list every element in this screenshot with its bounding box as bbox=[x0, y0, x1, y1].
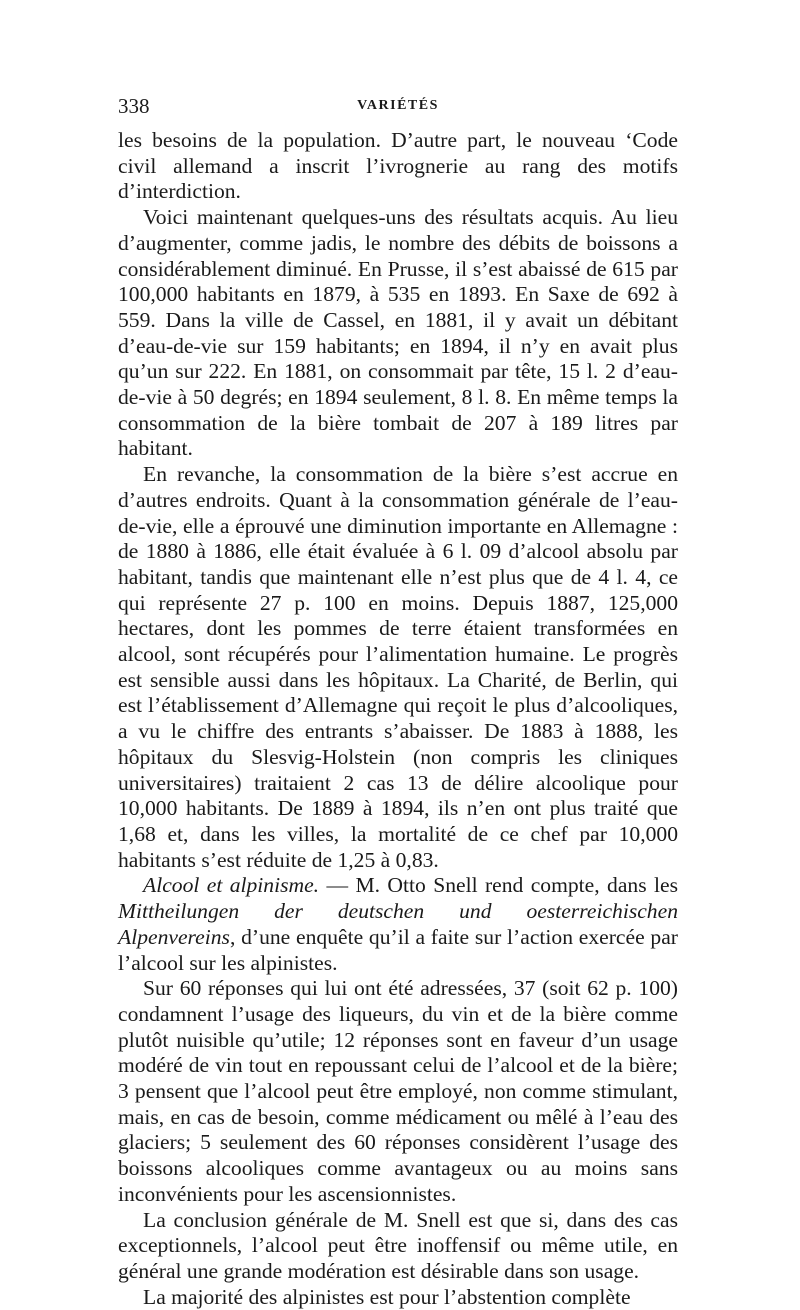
paragraph-3: En revanche, la consommation de la bière s’est accrue en d’autres endroits. Quant à la consommation générale de l’eau-de-vie, elle a éprouvé une diminution importante en Allemagne : de 1880 à 1886, elle était évaluée à 6 l. 09 d’alcool absolu par habitant, tandis que maintenant elle n’est plus que de 4 l. 4, ce qui représente 27 p. 100 en moins. Depuis 1887, 125,000 hectares, dont les pommes de terre étaient transformées en alcool, sont récupérés pour l’alimentation humaine. Le progrès est sensible aussi dans les hôpitaux. La Charité, de Berlin, qui est l’établissement d’Allemagne qui reçoit le plus d’alcooliques, a vu le chiffre des entrants s’abaisser. De 1883 à 1888, les hôpitaux du Slesvig-Holstein (non compris les cliniques universitaires) traitaient 2 cas 13 de délire alcoolique pour 10,000 habitants. De 1889 à 1894, ils n’en ont plus traité que 1,68 et, dans les villes, la mortalité de ce chef par 10,000 habitants s’est réduite de 1,25 à 0,83. bbox=[118, 462, 678, 872]
paragraph-2: Voici maintenant quelques-uns des résultats acquis. Au lieu d’augmenter, comme jadis, le nombre des débits de boissons a considérablement diminué. En Prusse, il s’est abaissé de 615 par 100,000 habitants en 1879, à 535 en 1893. En Saxe de 692 à 559. Dans la ville de Cassel, en 1881, il y avait un débitant d’eau-de-vie sur 159 habitants; en 1894, il n’y en avait plus qu’un sur 222. En 1881, on consommait par tête, 15 l. 2 d’eau-de-vie à 50 degrés; en 1894 seulement, 8 l. 8. En même temps la consommation de la bière tombait de 207 à 189 litres par habitant. bbox=[118, 205, 678, 461]
paragraph-5: Sur 60 réponses qui lui ont été adressées, 37 (soit 62 p. 100) condamnent l’usage des liqueurs, du vin et de la bière comme plutôt nuisible qu’utile; 12 réponses sont en faveur d’un usage modéré de vin tout en repoussant celui de l’alcool et de la bière; 3 pensent que l’alcool peut être employé, non comme stimulant, mais, en cas de besoin, comme médicament ou mêlé à l’eau des glaciers; 5 seulement des 60 réponses considèrent l’usage des boissons alcooliques comme avantageux ou au moins sans inconvénients pour les ascensionnistes. bbox=[118, 976, 678, 1206]
paragraph-6: La conclusion générale de M. Snell est que si, dans des cas exceptionnels, l’alcool peut être inoffensif ou même utile, en général une grande modération est désirable dans son usage. bbox=[118, 1207, 678, 1283]
body-text bbox=[118, 128, 678, 1310]
running-head: VARIÉTÉS bbox=[357, 98, 439, 113]
page-header bbox=[118, 94, 678, 124]
section-title: Alcool et alpinisme. bbox=[143, 873, 320, 898]
paragraph-4 bbox=[118, 873, 678, 976]
paragraph-4-text-a: — M. Otto Snell rend compte, dans les bbox=[319, 873, 678, 898]
paragraph-1: les besoins de la population. D’autre part, le nouveau ‘Code civil allemand a inscrit l’ivrognerie au rang des motifs d’interdiction. bbox=[118, 128, 678, 204]
page-number: 338 bbox=[118, 94, 150, 118]
paragraph-7: La majorité des alpinistes est pour l’abstention complète bbox=[143, 1284, 631, 1309]
paragraph-4-text-b: , d’une enquête qu’il a faite sur l’action exercée par l’alcool sur les alpinistes. bbox=[118, 924, 678, 975]
journal-title: Mittheilungen der deutschen und oesterreichischen Alpenvereins bbox=[118, 899, 678, 949]
